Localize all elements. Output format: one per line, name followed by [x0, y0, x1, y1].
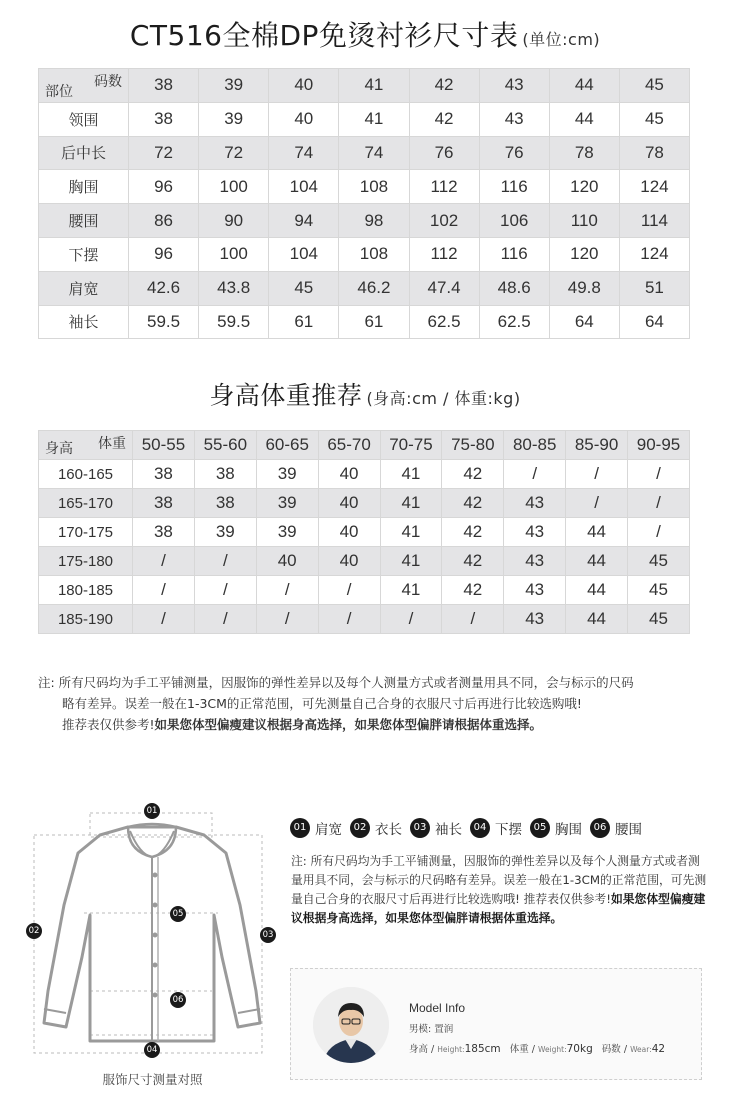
row-label: 180-185 — [39, 576, 133, 605]
recommend-title — [0, 376, 730, 412]
table-cell: 38 — [133, 489, 195, 518]
table-cell: 78 — [549, 136, 619, 170]
row-label: 160-165 — [39, 460, 133, 489]
legend-item — [290, 818, 342, 838]
note-line-3a: 推荐表仅供参考! — [62, 717, 155, 732]
table-cell: 90 — [199, 204, 269, 238]
table-cell: 39 — [256, 518, 318, 547]
table-cell: / — [318, 576, 380, 605]
table-cell: 42 — [442, 518, 504, 547]
row-label: 肩宽 — [39, 271, 129, 305]
column-header: 70-75 — [380, 431, 442, 460]
legend-number-badge: 01 — [290, 818, 310, 838]
table-cell: 124 — [619, 170, 689, 204]
table-cell: / — [194, 547, 256, 576]
table-cell: 96 — [129, 170, 199, 204]
table-cell: / — [380, 605, 442, 634]
model-info-title: Model Info — [409, 1001, 466, 1015]
table-cell: 110 — [549, 204, 619, 238]
note2-bold: 如果您体型偏瘦建议根据身高选择，如果您体型偏胖请根据体重选择。 — [291, 892, 706, 925]
legend-label: 腰围 — [615, 822, 642, 838]
table-cell: 114 — [619, 204, 689, 238]
table-row — [39, 102, 690, 136]
table-cell: 42 — [442, 460, 504, 489]
table-cell: 42 — [442, 576, 504, 605]
table-cell: 43.8 — [199, 271, 269, 305]
note2-text: 注: 所有尺码均为手工平铺测量，因服饰的弹性差异以及每个人测量方式或者测量用具不同，会与标示的尺码略有差异。误差一般在1-3CM的正常范围，可先测量自己合身的衣服尺寸后再进行比较选购哦! 推荐表仅供参考! — [291, 854, 707, 906]
column-header: 38 — [129, 69, 199, 103]
column-header: 39 — [199, 69, 269, 103]
column-header: 40 — [269, 69, 339, 103]
table-cell: 104 — [269, 237, 339, 271]
recommend-table — [38, 430, 690, 634]
row-label: 185-190 — [39, 605, 133, 634]
column-header: 65-70 — [318, 431, 380, 460]
table-cell: 40 — [269, 102, 339, 136]
table-row — [39, 547, 690, 576]
table-row — [39, 237, 690, 271]
table-cell: 51 — [619, 271, 689, 305]
table-cell: 76 — [409, 136, 479, 170]
table-cell: 59.5 — [129, 305, 199, 339]
table-cell: 120 — [549, 170, 619, 204]
model-weight-label: 体重 / — [509, 1044, 535, 1055]
table-cell: 43 — [504, 605, 566, 634]
table-cell: 40 — [256, 547, 318, 576]
legend-item — [410, 818, 462, 838]
table-row — [39, 576, 690, 605]
table-cell: 43 — [504, 547, 566, 576]
row-label: 下摆 — [39, 237, 129, 271]
legend-label: 衣长 — [375, 822, 402, 838]
table-header-row — [39, 431, 690, 460]
table-cell: 108 — [339, 170, 409, 204]
legend-label: 胸围 — [555, 822, 582, 838]
marker-shoulder: 01 — [144, 803, 160, 819]
table-cell: 74 — [269, 136, 339, 170]
table-cell: 94 — [269, 204, 339, 238]
table-cell: 42 — [442, 547, 504, 576]
table-cell: 45 — [628, 547, 690, 576]
table-cell: 104 — [269, 170, 339, 204]
table-cell: 78 — [619, 136, 689, 170]
column-header: 90-95 — [628, 431, 690, 460]
table-cell: 96 — [129, 237, 199, 271]
table-cell: 45 — [628, 605, 690, 634]
table-cell: / — [566, 489, 628, 518]
marker-chest: 05 — [170, 906, 186, 922]
table-cell: / — [133, 576, 195, 605]
row-label: 袖长 — [39, 305, 129, 339]
table-row — [39, 204, 690, 238]
table-cell: 38 — [133, 460, 195, 489]
table-row — [39, 305, 690, 339]
table-cell: / — [504, 460, 566, 489]
model-portrait-icon — [313, 987, 389, 1063]
shirt-outline-icon — [20, 795, 285, 1065]
model-height-label: 身高 / — [409, 1044, 435, 1055]
legend-number-badge: 05 — [530, 818, 550, 838]
corner-bottom-label: 部位 — [45, 83, 73, 100]
table-corner — [39, 431, 133, 460]
note-line-3 — [38, 714, 698, 735]
model-weight-en: Weight: — [537, 1045, 567, 1054]
marker-length: 02 — [26, 923, 42, 939]
table-cell: 45 — [628, 576, 690, 605]
table-cell: 46.2 — [339, 271, 409, 305]
row-label: 胸围 — [39, 170, 129, 204]
model-weight: 70kg — [566, 1043, 593, 1055]
note2-block — [291, 852, 711, 928]
table-cell: 108 — [339, 237, 409, 271]
table-cell: 41 — [339, 102, 409, 136]
row-label: 175-180 — [39, 547, 133, 576]
table-cell: 72 — [129, 136, 199, 170]
column-header: 44 — [549, 69, 619, 103]
corner-top-label: 体重 — [98, 435, 126, 451]
table-cell: 116 — [479, 170, 549, 204]
table-cell: 74 — [339, 136, 409, 170]
shirt-diagram — [20, 795, 285, 1095]
note-line-3b: 如果您体型偏瘦建议根据身高选择，如果您体型偏胖请根据体重选择。 — [154, 717, 543, 732]
legend-label: 袖长 — [435, 822, 462, 838]
model-wear-label: 码数 / — [601, 1044, 628, 1055]
model-avatar — [313, 987, 389, 1063]
table-cell: 106 — [479, 204, 549, 238]
table-cell: 44 — [566, 576, 628, 605]
row-label: 后中长 — [39, 136, 129, 170]
table-cell: 44 — [566, 605, 628, 634]
table-cell: 38 — [194, 489, 256, 518]
table-cell: 112 — [409, 170, 479, 204]
table-cell: 44 — [566, 547, 628, 576]
table-cell: 39 — [199, 102, 269, 136]
table-cell: 61 — [269, 305, 339, 339]
table-cell: 41 — [380, 460, 442, 489]
table-cell: 45 — [269, 271, 339, 305]
table-cell: 120 — [549, 237, 619, 271]
table-cell: 100 — [199, 170, 269, 204]
table-cell: 100 — [199, 237, 269, 271]
table-row — [39, 605, 690, 634]
note-line-2: 略有差异。误差一般在1-3CM的正常范围，可先测量自己合身的衣服尺寸后再进行比较选购哦! — [62, 696, 582, 711]
table-cell: 43 — [504, 518, 566, 547]
model-height: 185cm — [464, 1043, 501, 1055]
table-cell: 86 — [129, 204, 199, 238]
note-line-1: 注: 所有尺码均为手工平铺测量，因服饰的弹性差异以及每个人测量方式或者测量用具不同，会与标示的尺码 — [38, 675, 634, 690]
table-cell: 116 — [479, 237, 549, 271]
column-header: 43 — [479, 69, 549, 103]
table-cell: / — [194, 605, 256, 634]
table-cell: 59.5 — [199, 305, 269, 339]
legend-number-badge: 04 — [470, 818, 490, 838]
model-wear-en: Wear: — [630, 1045, 652, 1054]
table-cell: 62.5 — [479, 305, 549, 339]
table-cell: / — [256, 605, 318, 634]
column-header: 45 — [619, 69, 689, 103]
row-label: 领围 — [39, 102, 129, 136]
model-info-card — [290, 968, 702, 1080]
legend-number-badge: 06 — [590, 818, 610, 838]
table-header-row — [39, 69, 690, 103]
table-cell: 41 — [380, 489, 442, 518]
legend-item — [350, 818, 402, 838]
table-cell: 41 — [380, 547, 442, 576]
table-cell: 43 — [504, 489, 566, 518]
table-cell: / — [628, 518, 690, 547]
row-label: 165-170 — [39, 489, 133, 518]
table-cell: 102 — [409, 204, 479, 238]
table-cell: 44 — [549, 102, 619, 136]
recommend-unit: (身高:cm / 体重:kg) — [366, 389, 521, 408]
table-cell: 41 — [380, 576, 442, 605]
table-cell: 39 — [256, 460, 318, 489]
table-cell: 41 — [380, 518, 442, 547]
column-header: 60-65 — [256, 431, 318, 460]
table-cell: / — [628, 489, 690, 518]
table-cell: / — [256, 576, 318, 605]
table-cell: 64 — [619, 305, 689, 339]
row-label: 170-175 — [39, 518, 133, 547]
table-cell: 124 — [619, 237, 689, 271]
legend-item — [590, 818, 642, 838]
table-row — [39, 136, 690, 170]
size-chart-table — [38, 68, 690, 339]
table-row — [39, 460, 690, 489]
table-cell: 40 — [318, 460, 380, 489]
model-name-line — [409, 1021, 665, 1035]
table-cell: / — [566, 460, 628, 489]
size-chart-title — [0, 14, 730, 54]
measurement-legend — [290, 818, 710, 838]
table-cell: 61 — [339, 305, 409, 339]
legend-number-badge: 03 — [410, 818, 430, 838]
table-cell: 42 — [442, 489, 504, 518]
table-cell: 40 — [318, 518, 380, 547]
table-cell: 39 — [256, 489, 318, 518]
table-cell: / — [318, 605, 380, 634]
table-row — [39, 489, 690, 518]
column-header: 50-55 — [133, 431, 195, 460]
table-cell: / — [194, 576, 256, 605]
table-cell: / — [628, 460, 690, 489]
model-name: 置润 — [434, 1024, 454, 1035]
table-row — [39, 271, 690, 305]
row-label: 腰围 — [39, 204, 129, 238]
table-cell: 45 — [619, 102, 689, 136]
table-cell: 43 — [479, 102, 549, 136]
table-cell: 42.6 — [129, 271, 199, 305]
table-cell: 40 — [318, 489, 380, 518]
table-cell: / — [442, 605, 504, 634]
table-cell: 72 — [199, 136, 269, 170]
table-cell: / — [133, 547, 195, 576]
notes-block — [38, 672, 698, 735]
table-cell: 76 — [479, 136, 549, 170]
column-header: 42 — [409, 69, 479, 103]
table-cell: 98 — [339, 204, 409, 238]
column-header: 55-60 — [194, 431, 256, 460]
corner-bottom-label: 身高 — [45, 440, 73, 456]
table-cell: 44 — [566, 518, 628, 547]
table-cell: 39 — [194, 518, 256, 547]
size-chart-unit: (单位:cm) — [522, 30, 601, 49]
model-stats-line — [409, 1041, 665, 1055]
column-header: 75-80 — [442, 431, 504, 460]
table-cell: 43 — [504, 576, 566, 605]
table-row — [39, 170, 690, 204]
size-chart-title-text: CT516全棉DP免烫衬衫尺寸表 — [129, 19, 519, 52]
table-cell: 42 — [409, 102, 479, 136]
model-info-text — [409, 1001, 665, 1061]
marker-hem: 04 — [144, 1042, 160, 1058]
diagram-caption: 服饰尺寸测量对照 — [102, 1072, 203, 1087]
legend-label: 下摆 — [495, 822, 522, 838]
table-cell: / — [133, 605, 195, 634]
corner-top-label: 码数 — [94, 74, 122, 90]
table-cell: 38 — [129, 102, 199, 136]
table-corner — [39, 69, 129, 103]
legend-item — [530, 818, 582, 838]
table-row — [39, 518, 690, 547]
table-cell: 62.5 — [409, 305, 479, 339]
marker-waist: 06 — [170, 992, 186, 1008]
table-cell: 112 — [409, 237, 479, 271]
table-cell: 47.4 — [409, 271, 479, 305]
legend-label: 肩宽 — [315, 822, 342, 838]
table-cell: 64 — [549, 305, 619, 339]
model-name-label: 男模: — [409, 1024, 432, 1035]
column-header: 85-90 — [566, 431, 628, 460]
table-cell: 49.8 — [549, 271, 619, 305]
marker-sleeve: 03 — [260, 927, 276, 943]
recommend-title-text: 身高体重推荐 — [209, 381, 363, 410]
column-header: 80-85 — [504, 431, 566, 460]
table-cell: 38 — [133, 518, 195, 547]
table-cell: 40 — [318, 547, 380, 576]
table-cell: 48.6 — [479, 271, 549, 305]
model-height-en: Height: — [437, 1045, 465, 1054]
legend-item — [470, 818, 522, 838]
legend-number-badge: 02 — [350, 818, 370, 838]
model-wear: 42 — [651, 1043, 666, 1055]
table-cell: 38 — [194, 460, 256, 489]
column-header: 41 — [339, 69, 409, 103]
